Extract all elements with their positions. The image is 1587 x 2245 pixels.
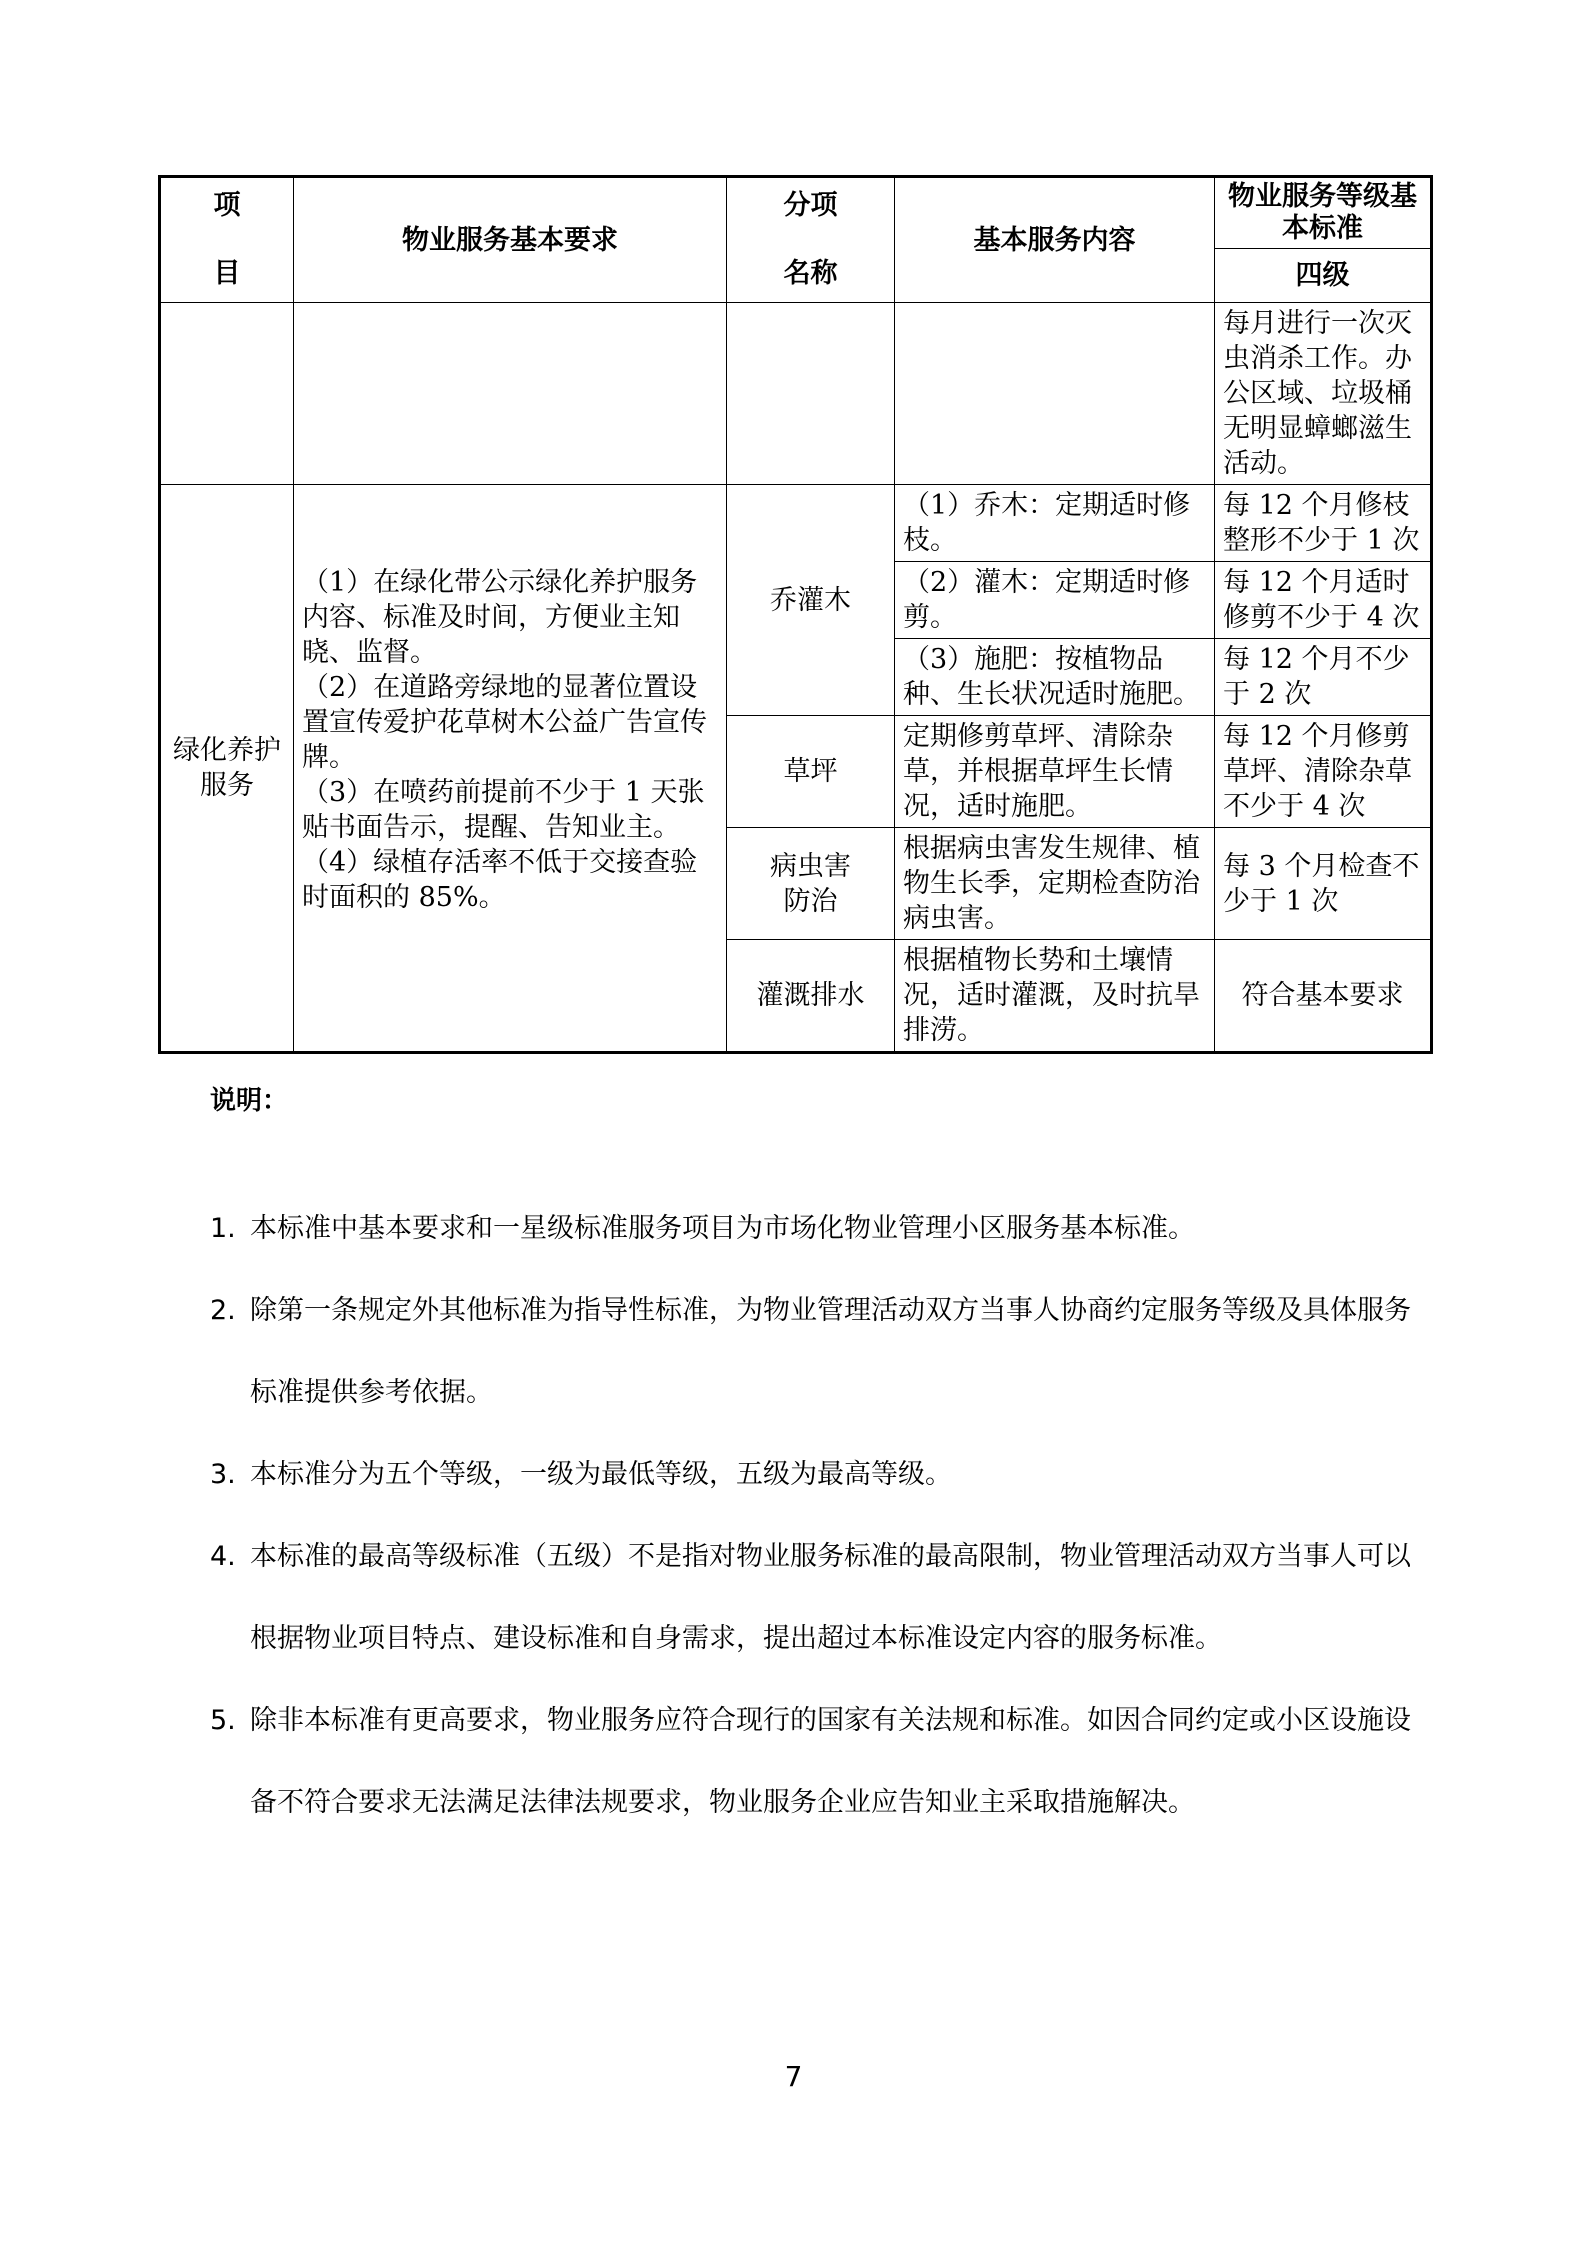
requirement-3: （3）在喷药前提前不少于 1 天张贴书面告示，提醒、告知业主。 (302, 776, 705, 843)
header-basic-requirements: 物业服务基本要求 (294, 177, 727, 303)
empty-cell (294, 303, 727, 485)
standard-lawn: 每 12 个月修剪草坪、清除杂草不少于 4 次 (1215, 716, 1432, 828)
pest-control-standard: 每月进行一次灭虫消杀工作。办公区域、垃圾桶无明显蟑螂滋生活动。 (1215, 303, 1432, 485)
greening-requirements (294, 485, 727, 1053)
requirement-1: （1）在绿化带公示绿化养护服务内容、标准及时间，方便业主知晓、监督。 (302, 566, 698, 668)
note-text: 除非本标准有更高要求，物业服务应符合现行的国家有关法规和标准。如因合同约定或小区设施设备不符合要求无法满足法律法规要求，物业服务企业应告知业主采取措施解决。 (250, 1705, 1411, 1818)
content-fertilizing: （3）施肥：按植物品种、生长状况适时施肥。 (895, 639, 1215, 716)
standard-irrigation: 符合基本要求 (1215, 940, 1432, 1053)
note-text: 本标准中基本要求和一星级标准服务项目为市场化物业管理小区服务基本标准。 (250, 1213, 1195, 1244)
notes-title: 说明： (210, 1086, 289, 1116)
sub-item-pest-disease: 病虫害防治 (727, 828, 895, 940)
header-sub-item-name: 分项 名称 (727, 177, 895, 303)
requirement-2: （2）在道路旁绿地的显著位置设置宣传爱护花草树木公益广告宣传牌。 (302, 671, 707, 773)
note-number: 5. (210, 1705, 236, 1736)
sub-item-lawn: 草坪 (727, 716, 895, 828)
greening-item-label: 绿化养护服务 (160, 485, 294, 1053)
note-text: 除第一条规定外其他标准为指导性标准，为物业管理活动双方当事人协商约定服务等级及具体服务标准提供参考依据。 (250, 1295, 1411, 1408)
header-grade-standard: 物业服务等级基本标准 (1215, 177, 1432, 249)
note-item-1 (210, 1188, 1430, 1270)
empty-cell (160, 303, 294, 485)
standard-pest-disease: 每 3 个月检查不少于 1 次 (1215, 828, 1432, 940)
note-item-5 (210, 1680, 1430, 1844)
requirement-4: （4）绿植存活率不低于交接查验时面积的 85%。 (302, 846, 698, 913)
note-number: 2. (210, 1295, 236, 1326)
header-item: 项 目 (160, 177, 294, 303)
service-standard-table (158, 175, 1433, 1054)
header-service-content: 基本服务内容 (895, 177, 1215, 303)
content-irrigation: 根据植物长势和土壤情况，适时灌溉，及时抗旱排涝。 (895, 940, 1215, 1053)
note-item-4 (210, 1516, 1430, 1680)
sub-item-irrigation: 灌溉排水 (727, 940, 895, 1053)
standard-fertilizing: 每 12 个月不少于 2 次 (1215, 639, 1432, 716)
header-level: 四级 (1215, 249, 1432, 303)
empty-cell (895, 303, 1215, 485)
content-tree-pruning: （1）乔木：定期适时修枝。 (895, 485, 1215, 562)
content-pest-disease: 根据病虫害发生规律、植物生长季，定期检查防治病虫害。 (895, 828, 1215, 940)
note-item-2 (210, 1270, 1430, 1434)
note-text: 本标准分为五个等级，一级为最低等级，五级为最高等级。 (250, 1459, 952, 1490)
note-text: 本标准的最高等级标准（五级）不是指对物业服务标准的最高限制，物业管理活动双方当事人可以根据物业项目特点、建设标准和自身需求，提出超过本标准设定内容的服务标准。 (250, 1541, 1411, 1654)
standard-shrub-pruning: 每 12 个月适时修剪不少于 4 次 (1215, 562, 1432, 639)
page-number: 7 (784, 2060, 803, 2093)
standard-tree-pruning: 每 12 个月修枝整形不少于 1 次 (1215, 485, 1432, 562)
note-number: 1. (210, 1213, 236, 1244)
note-number: 4. (210, 1541, 236, 1572)
content-lawn: 定期修剪草坪、清除杂草，并根据草坪生长情况，适时施肥。 (895, 716, 1215, 828)
note-number: 3. (210, 1459, 236, 1490)
sub-item-trees-shrubs: 乔灌木 (727, 485, 895, 716)
content-shrub-pruning: （2）灌木：定期适时修剪。 (895, 562, 1215, 639)
note-item-3 (210, 1434, 1430, 1516)
empty-cell (727, 303, 895, 485)
